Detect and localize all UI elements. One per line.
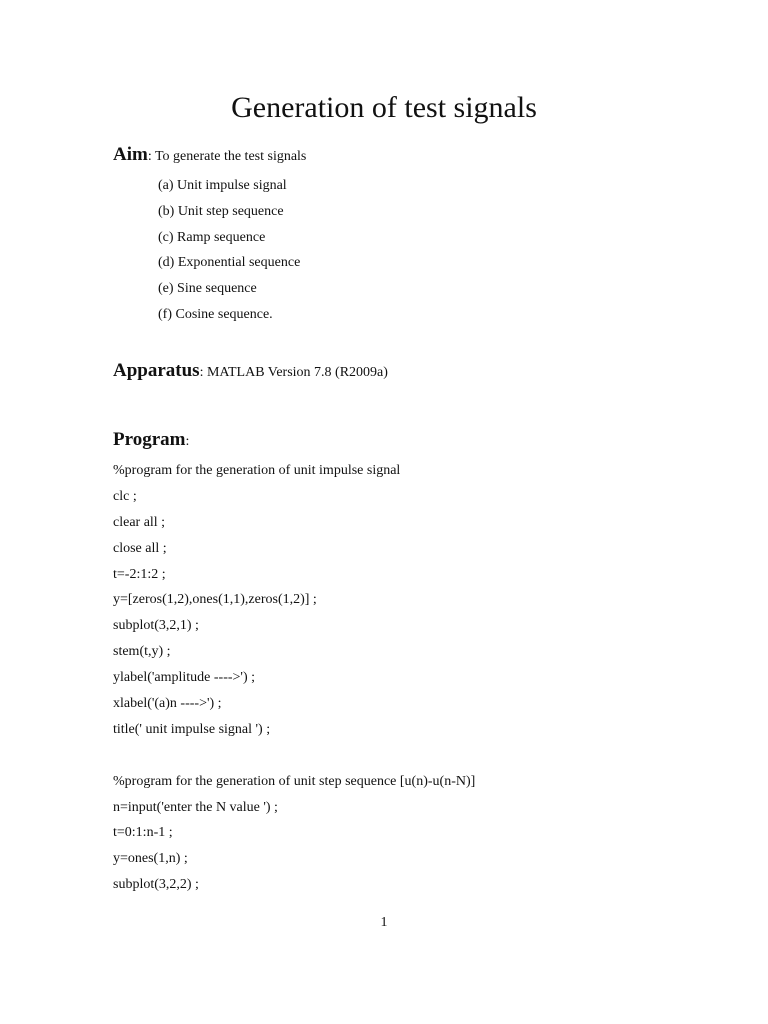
- code-line: t=0:1:n-1 ;: [113, 825, 173, 841]
- aim-item: (d) Exponential sequence: [158, 255, 301, 271]
- aim-item: (e) Sine sequence: [158, 281, 257, 297]
- aim-item: (a) Unit impulse signal: [158, 178, 287, 193]
- code-line: t=-2:1:2 ;: [113, 566, 166, 582]
- program-section: [113, 427, 189, 455]
- aim-text: To generate the test signals: [151, 149, 307, 164]
- code-line: close all ;: [113, 540, 167, 556]
- aim-colon: :: [147, 149, 152, 164]
- program-heading: Program: [113, 429, 186, 450]
- page-number: 1: [380, 915, 388, 930]
- code-line: %program for the generation of unit step sequence [u(n)-u(n-N)]: [113, 773, 476, 789]
- apparatus-colon: :: [199, 365, 204, 380]
- code-line: title(' unit impulse signal ') ;: [113, 721, 271, 737]
- apparatus-heading: Apparatus: [113, 360, 200, 381]
- code-line: y=ones(1,n) ;: [113, 851, 188, 867]
- apparatus-section: [113, 358, 388, 386]
- code-line: n=input('enter the N value ') ;: [113, 799, 278, 815]
- code-line: y=[zeros(1,2),ones(1,1),zeros(1,2)] ;: [113, 592, 317, 608]
- aim-item: (f) Cosine sequence.: [158, 306, 273, 322]
- aim-section: [113, 142, 306, 170]
- code-line: subplot(3,2,1) ;: [113, 618, 199, 634]
- code-line: %program for the generation of unit impulse signal: [113, 463, 401, 478]
- aim-heading: Aim: [113, 144, 148, 165]
- code-line: clc ;: [113, 488, 137, 504]
- aim-item: (c) Ramp sequence: [158, 229, 266, 245]
- code-blank-line: [113, 743, 475, 769]
- apparatus-text: MATLAB Version 7.8 (R2009a): [203, 365, 388, 380]
- code-line: xlabel('(a)n ---->') ;: [113, 696, 222, 712]
- aim-list: [158, 173, 300, 328]
- page-title: Generation of test signals: [231, 91, 537, 124]
- code-line: stem(t,y) ;: [113, 644, 171, 660]
- program-colon: :: [185, 434, 190, 449]
- code-line: clear all ;: [113, 514, 166, 530]
- aim-item: (b) Unit step sequence: [158, 203, 284, 219]
- code-line: ylabel('amplitude ---->') ;: [113, 670, 255, 686]
- code-line: subplot(3,2,2) ;: [113, 877, 199, 893]
- program-code: [113, 458, 475, 898]
